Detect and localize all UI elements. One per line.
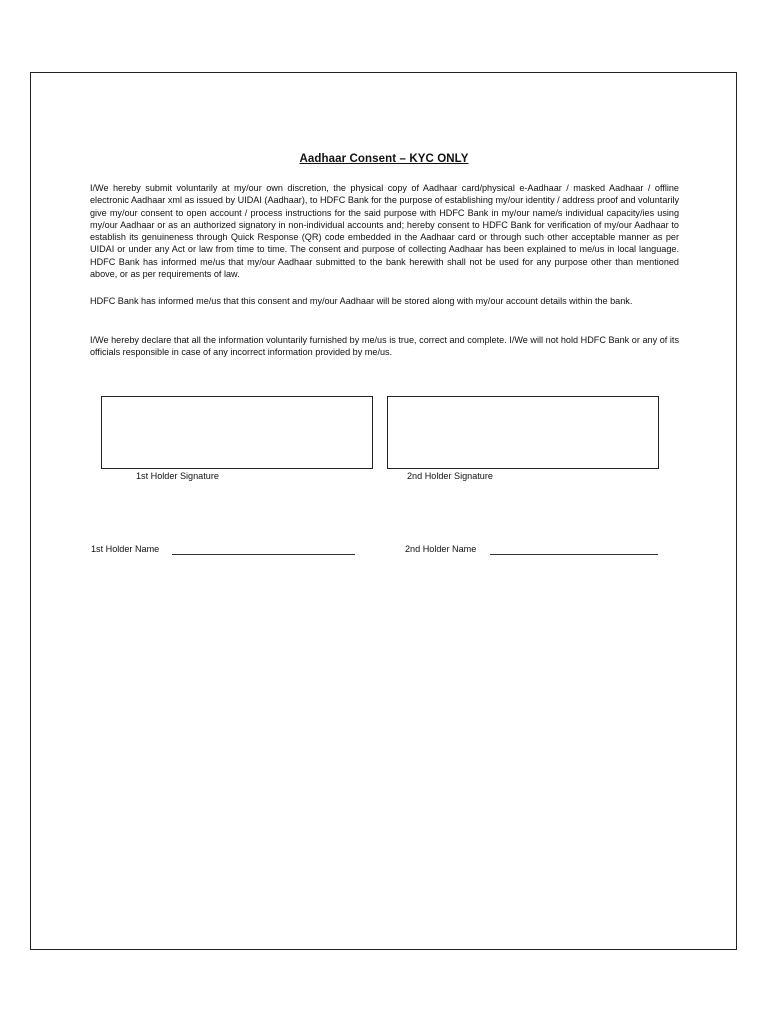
document-title: Aadhaar Consent – KYC ONLY: [299, 153, 469, 165]
holder1-name-label: 1st Holder Name: [91, 544, 160, 554]
holder1-signature-label: 1st Holder Signature: [136, 471, 219, 481]
holder2-signature-label: 2nd Holder Signature: [407, 471, 493, 481]
storage-paragraph: HDFC Bank has informed me/us that this consent and my/our Aadhaar will be stored along with my/our account details within the bank.: [90, 296, 633, 306]
holder1-name-field[interactable]: [172, 554, 355, 555]
declaration-paragraph: I/We hereby declare that all the information voluntarily furnished by me/us is true, correct and complete. I/We will not hold HDFC Bank or any of its officials responsible in case of any incorrect information provided by me/us.: [90, 335, 679, 358]
holder2-name-field[interactable]: [490, 554, 658, 555]
consent-paragraph: I/We hereby submit voluntarily at my/our own discretion, the physical copy of Aadhaar card/physical e-Aadhaar / masked Aadhaar / offline electronic Aadhaar xml as issued by UIDAI (Aadhaar), to HDFC Bank for the purpose of establishing my/our identity / address proof and voluntarily give my/our consent to open account / process instructions for the said purpose with HDFC Bank in my/our name/s individual capacity/ies using my/our Aadhaar or as an authorized signatory in non-individual accounts and; hereby consent to HDFC Bank for verification of my/our Aadhaar to establish its genuineness through Quick Response (QR) code embedded in the Aadhaar card or through such other acceptable manner as per UIDAI or under any Act or law from time to time. The consent and purpose of collecting Aadhaar has been explained to me/us in local language. HDFC Bank has informed me/us that my/our Aadhaar submitted to the bank herewith shall not be used for any purpose other than mentioned above, or as per requirements of law.: [90, 183, 679, 280]
holder2-signature-box[interactable]: [387, 396, 659, 469]
holder2-name-label: 2nd Holder Name: [405, 544, 477, 554]
holder1-signature-box[interactable]: [101, 396, 373, 469]
